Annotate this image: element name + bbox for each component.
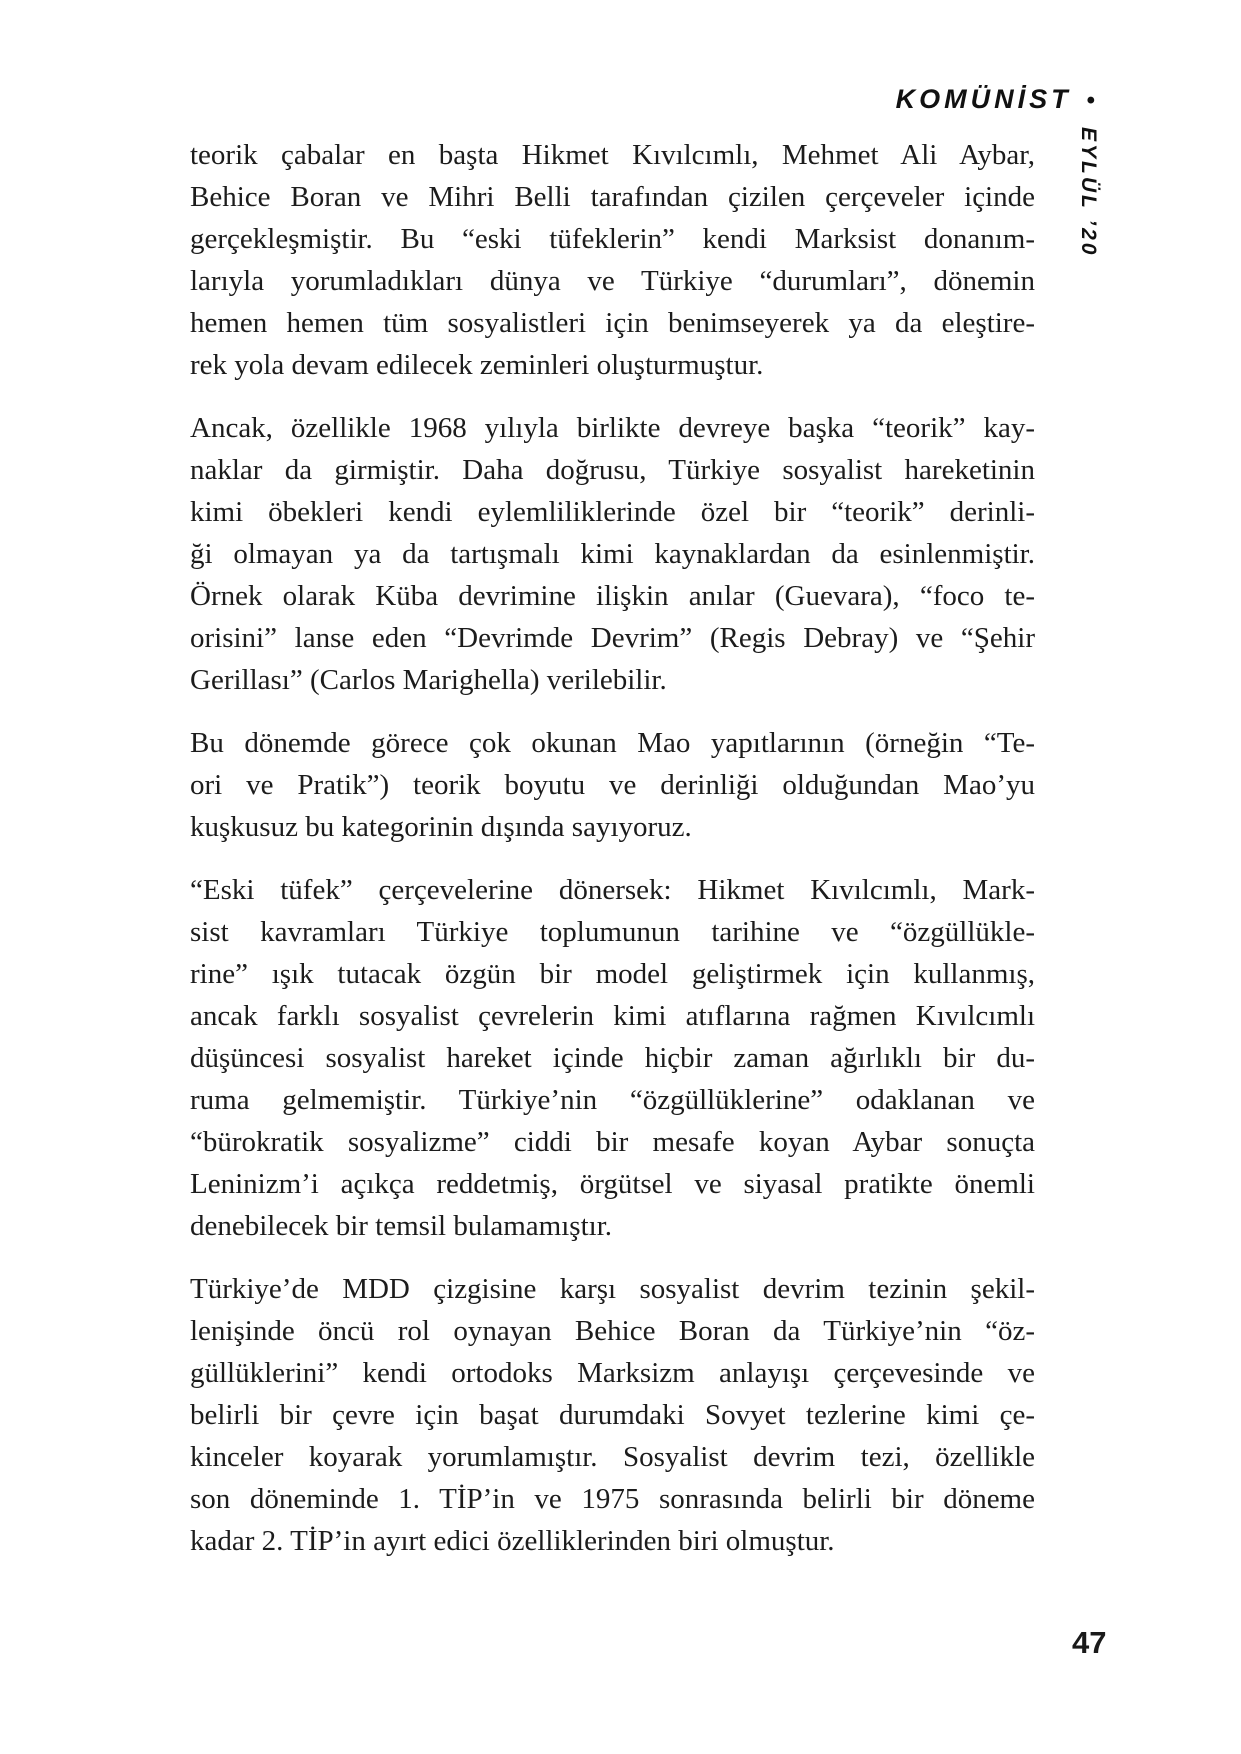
text-line: düşüncesi sosyalist hareket içinde hiçbir zaman ağırlıklı bir du-	[190, 1042, 1035, 1074]
text-line: ancak farklı sosyalist çevrelerin kimi atıflarına rağmen Kıvılcımlı	[190, 1000, 1035, 1032]
issue-label-vertical: EYLÜL ’20	[1077, 127, 1100, 258]
text-line: kuşkusuz bu kategorinin dışında sayıyoruz.	[190, 811, 692, 843]
text-line: naklar da girmiştir. Daha doğrusu, Türkiye sosyalist hareketinin	[190, 454, 1035, 486]
text-line: Bu dönemde görece çok okunan Mao yapıtlarının (örneğin “Te-	[190, 727, 1035, 759]
paragraph	[190, 722, 1035, 848]
paragraph	[190, 407, 1035, 701]
text-line: kadar 2. TİP’in ayırt edici özelliklerinden biri olmuştur.	[190, 1525, 835, 1557]
paragraph	[190, 1268, 1035, 1562]
text-line: gerçekleşmiştir. Bu “eski tüfeklerin” kendi Marksist donanım-	[190, 223, 1035, 255]
paragraph	[190, 134, 1035, 386]
text-line: denebilecek bir temsil bulamamıştır.	[190, 1210, 613, 1242]
text-line: belirli bir çevre için başat durumdaki Sovyet tezlerine kimi çe-	[190, 1399, 1035, 1431]
text-line: rine” ışık tutacak özgün bir model geliştirmek için kullanmış,	[190, 958, 1035, 990]
text-line: orisini” lanse eden “Devrimde Devrim” (Regis Debray) ve “Şehir	[190, 622, 1035, 654]
text-line: rek yola devam edilecek zeminleri oluşturmuştur.	[190, 349, 764, 381]
text-line: hemen hemen tüm sosyalistleri için benimseyerek ya da eleştire-	[190, 307, 1035, 339]
text-line: Gerillası” (Carlos Marighella) verilebilir.	[190, 664, 667, 696]
text-line: sist kavramları Türkiye toplumunun tarihine ve “özgüllükle-	[190, 916, 1035, 948]
text-line: Leninizm’i açıkça reddetmiş, örgütsel ve siyasal pratikte önemli	[190, 1168, 1035, 1200]
running-head	[896, 84, 1095, 115]
text-line: Behice Boran ve Mihri Belli tarafından çizilen çerçeveler içinde	[190, 181, 1035, 213]
text-line: “Eski tüfek” çerçevelerine dönersek: Hikmet Kıvılcımlı, Mark-	[190, 874, 1035, 906]
text-line: ruma gelmemiştir. Türkiye’nin “özgüllüklerine” odaklanan ve	[190, 1084, 1035, 1116]
magazine-title: KOMÜNİST	[895, 84, 1072, 114]
text-line: Ancak, özellikle 1968 yılıyla birlikte devreye başka “teorik” kay-	[190, 412, 1035, 444]
text-line: Örnek olarak Küba devrimine ilişkin anılar (Guevara), “foco te-	[190, 580, 1035, 612]
text-line: Türkiye’de MDD çizgisine karşı sosyalist devrim tezinin şekil-	[190, 1273, 1035, 1305]
text-line: ori ve Pratik”) teorik boyutu ve derinliği olduğundan Mao’yu	[190, 769, 1035, 801]
text-line: “bürokratik sosyalizme” ciddi bir mesafe koyan Aybar sonuçta	[190, 1126, 1035, 1158]
text-line: teorik çabalar en başta Hikmet Kıvılcımlı, Mehmet Ali Aybar,	[190, 139, 1035, 171]
text-line: son döneminde 1. TİP’in ve 1975 sonrasında belirli bir döneme	[190, 1483, 1035, 1515]
text-line: ği olmayan ya da tartışmalı kimi kaynaklardan da esinlenmiştir.	[190, 538, 1035, 570]
page-number: 47	[1072, 1625, 1107, 1660]
paragraph	[190, 869, 1035, 1247]
body-text	[190, 134, 1035, 1562]
text-line: güllüklerini” kendi ortodoks Marksizm anlayışı çerçevesinde ve	[190, 1357, 1035, 1389]
text-line: lenişinde öncü rol oynayan Behice Boran da Türkiye’nin “öz-	[190, 1315, 1035, 1347]
text-line: kinceler koyarak yorumlamıştır. Sosyalist devrim tezi, özellikle	[190, 1441, 1035, 1473]
header-bullet-icon: •	[1086, 86, 1095, 114]
text-line: larıyla yorumladıkları dünya ve Türkiye “durumları”, dönemin	[190, 265, 1035, 297]
text-line: kimi öbekleri kendi eylemliliklerinde özel bir “teorik” derinli-	[190, 496, 1035, 528]
